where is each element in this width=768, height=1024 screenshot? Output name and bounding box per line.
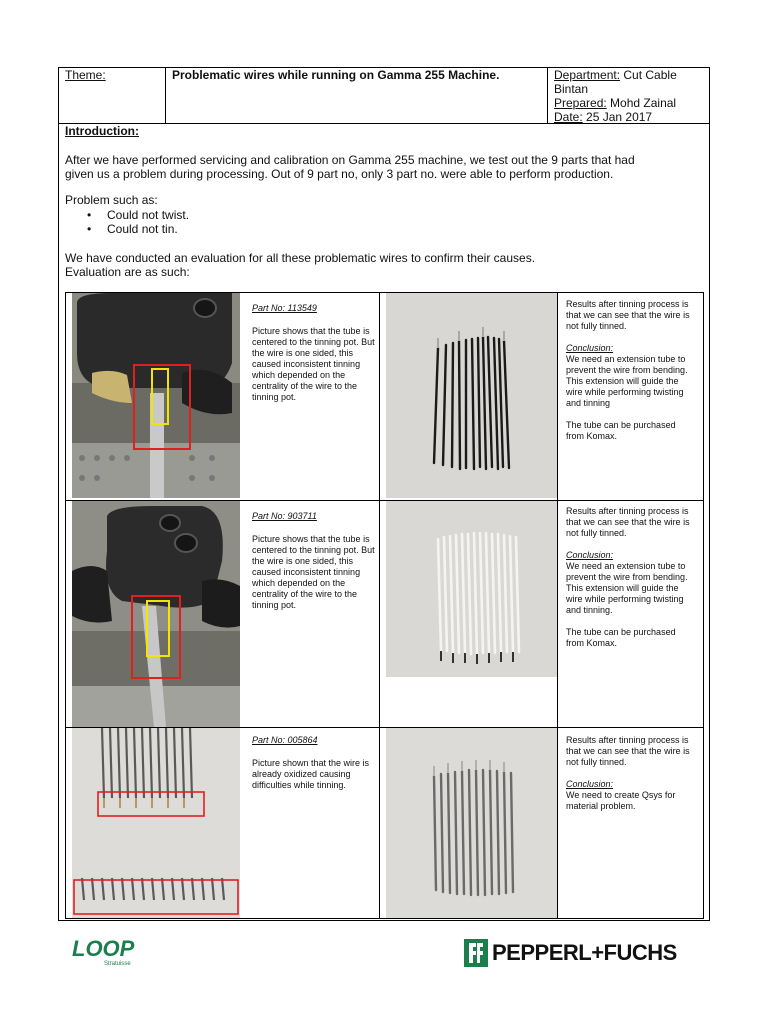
part-description bbox=[252, 511, 376, 611]
evaluation-intro bbox=[65, 251, 665, 279]
loop-logo-text: LOOP bbox=[72, 936, 135, 961]
evaluation-row bbox=[66, 501, 703, 727]
part-analysis: Picture shows that the tube is centered to the tinning pot. But the wire is one sided, this caused inconsistent tinning which depended on the centrality of the wire to the tinning pot. bbox=[252, 534, 375, 610]
theme-cell bbox=[166, 68, 548, 123]
conclusion-label: Conclusion: bbox=[566, 343, 614, 353]
part-description bbox=[252, 303, 376, 403]
pepperl-fuchs-wordmark: PEPPERL+FUCHS bbox=[492, 940, 677, 965]
prepared-label: Prepared: bbox=[554, 96, 607, 110]
date-label: Date: bbox=[554, 110, 583, 124]
part-number: Part No: 005864 bbox=[252, 735, 318, 745]
pepperl-fuchs-logo bbox=[464, 936, 677, 970]
conclusion-text: We need an extension tube to prevent the wire from bending. This extension will guide the wire while performing twisting and tinning bbox=[566, 354, 688, 408]
header-table bbox=[58, 67, 710, 124]
purchase-note: The tube can be purchased from Komax. bbox=[566, 420, 676, 441]
date-value: 25 Jan 2017 bbox=[586, 110, 653, 124]
loop-logo-subtext: Stratuisse bbox=[104, 961, 131, 967]
evaluation-paragraph: We have conducted an evaluation for all these problematic wires to confirm their causes. bbox=[65, 251, 536, 265]
part-number: Part No: 113549 bbox=[252, 303, 317, 313]
tinning-pot-photo bbox=[72, 293, 240, 498]
problem-item: • Could not tin. bbox=[87, 222, 189, 236]
result-text: Results after tinning process is that we can see that the wire is not fully tinned. bbox=[566, 506, 690, 538]
conclusion-text: We need an extension tube to prevent the wire from bending. This extension will guide the wire while performing twisting and tinning. bbox=[566, 561, 688, 615]
theme-label: Theme: bbox=[65, 68, 106, 82]
evaluation-row bbox=[66, 728, 703, 918]
result-description bbox=[566, 506, 694, 649]
theme-label-cell bbox=[59, 68, 166, 123]
problem-item: • Could not twist. bbox=[87, 208, 189, 222]
result-description bbox=[566, 735, 694, 812]
pepperl-fuchs-emblem-icon bbox=[464, 939, 488, 967]
result-text: Results after tinning process is that we can see that the wire is not fully tinned. bbox=[566, 299, 690, 331]
tinning-pot-photo bbox=[72, 501, 240, 727]
result-description bbox=[566, 299, 694, 442]
introduction-heading: Introduction: bbox=[65, 124, 139, 138]
department-label: Department: bbox=[554, 68, 621, 82]
meta-cell bbox=[548, 68, 709, 123]
part-analysis: Picture shows that the tube is centered to the tinning pot. But the wire is one sided, this caused inconsistent tinning which depended on the centrality of the wire to the tinning pot. bbox=[252, 326, 375, 402]
intro-paragraph: After we have performed servicing and calibration on Gamma 255 machine, we test out the 9 parts that had given us a problem during processing. Out of 9 part no, only 3 part no. were able to perform production. bbox=[65, 153, 635, 181]
part-description bbox=[252, 735, 376, 791]
theme-title: Problematic wires while running on Gamma 255 Machine. bbox=[172, 68, 500, 82]
evaluation-lead: Evaluation are as such: bbox=[65, 265, 190, 279]
tinned-wires-photo bbox=[386, 293, 557, 498]
department-value: Cut Cable Bintan bbox=[554, 68, 677, 96]
problem-intro: Problem such as: bbox=[65, 193, 158, 207]
tinned-wires-photo bbox=[386, 501, 557, 677]
result-text: Results after tinning process is that we can see that the wire is not fully tinned. bbox=[566, 735, 690, 767]
purchase-note: The tube can be purchased from Komax. bbox=[566, 627, 676, 648]
prepared-value: Mohd Zainal bbox=[610, 96, 677, 110]
tinned-wires-photo bbox=[386, 728, 557, 918]
report-body bbox=[58, 123, 710, 921]
part-number: Part No: 903711 bbox=[252, 511, 317, 521]
oxidized-wires-photo bbox=[72, 728, 240, 918]
evaluation-table bbox=[65, 292, 704, 919]
conclusion-label: Conclusion: bbox=[566, 550, 614, 560]
part-analysis: Picture shown that the wire is already oxidized causing difficulties while tinning. bbox=[252, 758, 370, 790]
conclusion-label: Conclusion: bbox=[566, 779, 614, 789]
loop-logo bbox=[70, 934, 148, 968]
evaluation-row bbox=[66, 293, 703, 500]
conclusion-text: We need to create Qsys for material problem. bbox=[566, 790, 676, 811]
problem-list bbox=[87, 208, 189, 236]
